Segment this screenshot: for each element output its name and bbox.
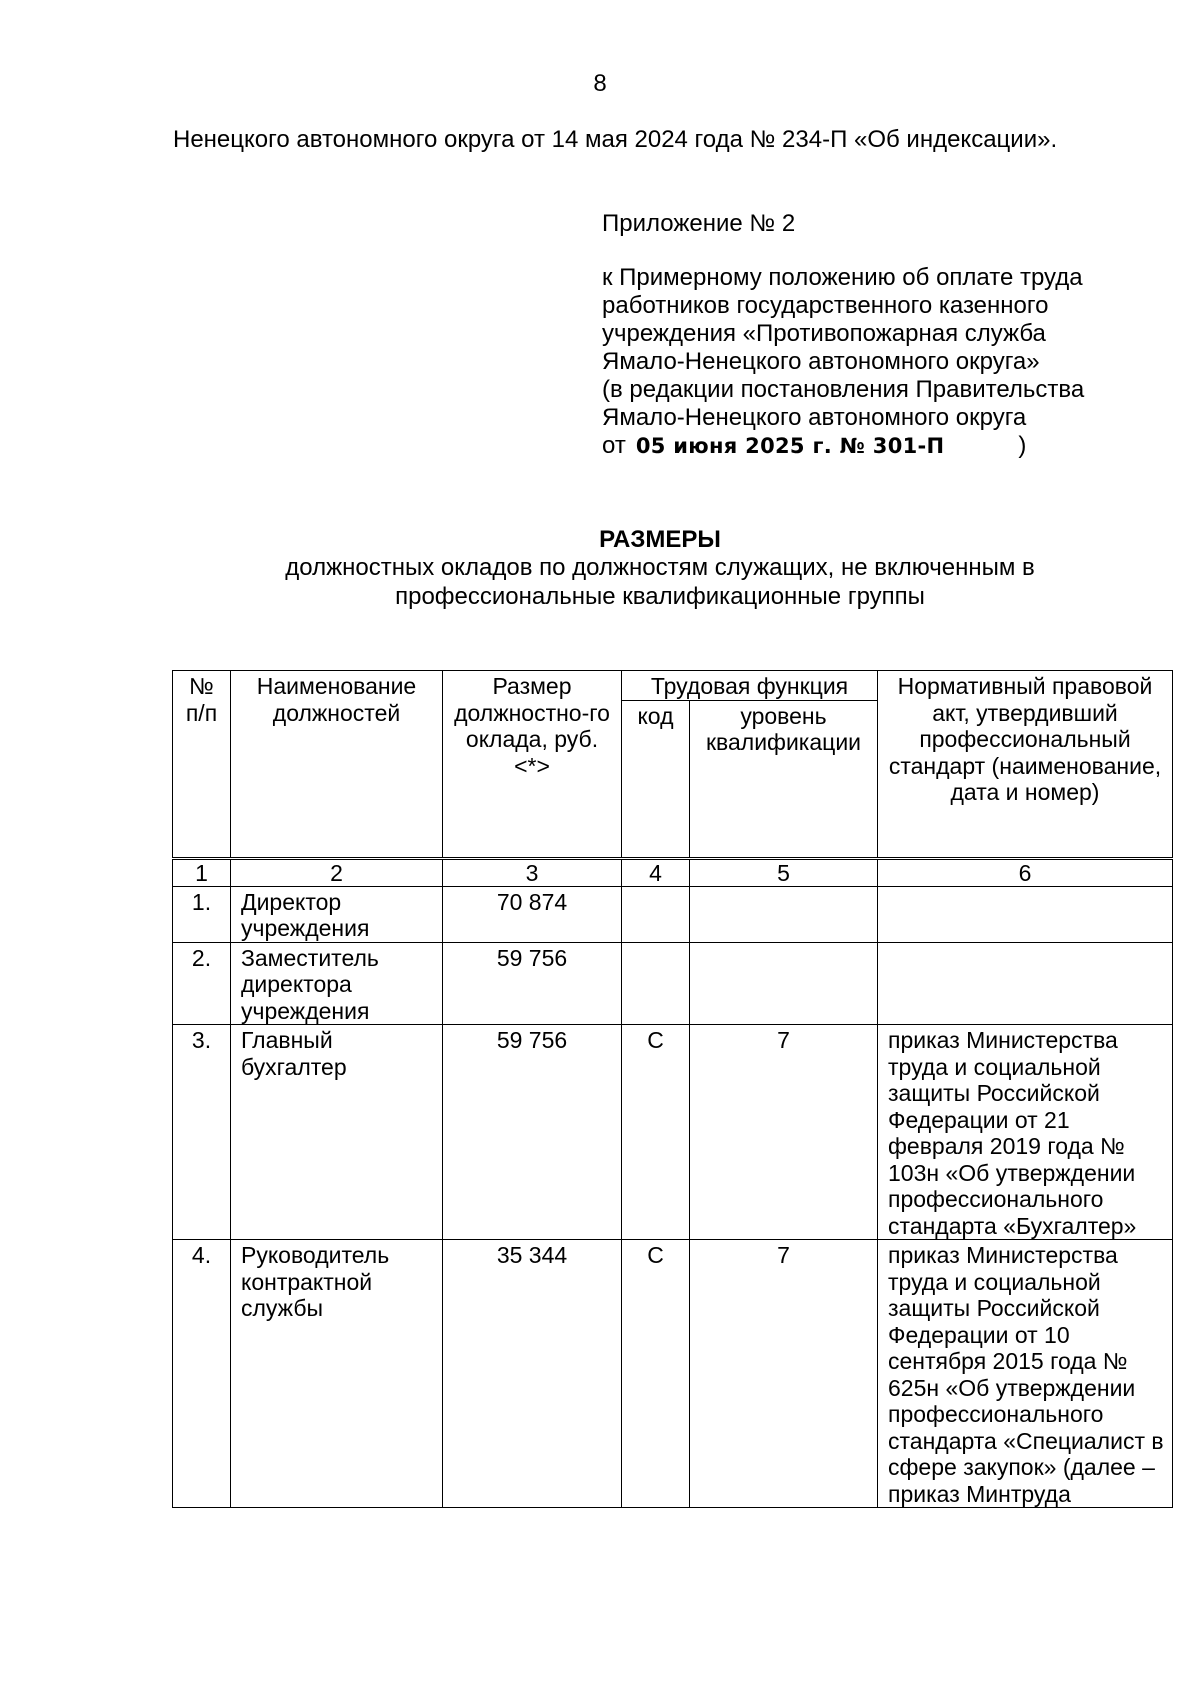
header-position: Наименование должностей — [231, 671, 443, 859]
document-subheading: должностных окладов по должностям служащих, не включенным в профессиональные квалификационные группы — [285, 554, 1035, 610]
header-act: Нормативный правовой акт, утвердивший профессиональный стандарт (наименование, дата и номер) — [878, 671, 1173, 859]
annex-title: Приложение № 2 — [602, 210, 796, 237]
row-level — [690, 942, 878, 1025]
annex-line: Ямало-Ненецкого автономного округа — [602, 404, 1027, 431]
row-num: 3. — [173, 1025, 231, 1240]
column-number: 6 — [878, 858, 1173, 886]
date-suffix: ) — [1018, 432, 1027, 459]
header-code: код — [622, 700, 690, 858]
annex-line: Ямало-Ненецкого автономного округа» — [602, 348, 1040, 375]
header-num: № п/п — [173, 671, 231, 859]
row-position: Заместитель директора учреждения — [231, 942, 443, 1025]
row-act — [878, 886, 1173, 942]
row-num: 2. — [173, 942, 231, 1025]
row-salary: 70 874 — [443, 886, 622, 942]
annex-line: работников государственного казенного — [602, 292, 1049, 319]
row-code: C — [622, 1240, 690, 1508]
table-row — [173, 942, 1173, 1025]
row-act: приказ Министерства труда и социальной защиты Российской Федерации от 10 сентября 2015 года № 625н «Об утверждении профессионального стандарта «Специалист в сфере закупок» (далее – приказ Минтруда — [878, 1240, 1173, 1508]
row-code — [622, 942, 690, 1025]
page-number: 8 — [593, 70, 607, 97]
annex-block — [602, 210, 1162, 460]
annex-line: к Примерному положению об оплате труда — [602, 264, 1083, 291]
row-salary: 59 756 — [443, 942, 622, 1025]
column-number: 1 — [173, 858, 231, 886]
annex-line: учреждения «Противопожарная служба — [602, 320, 1046, 347]
header-labor-function: Трудовая функция — [622, 671, 878, 701]
row-salary: 59 756 — [443, 1025, 622, 1240]
table-header-row — [173, 671, 1173, 701]
row-level — [690, 886, 878, 942]
document-heading: РАЗМЕРЫ — [599, 526, 721, 553]
table-row — [173, 1025, 1173, 1240]
row-num: 1. — [173, 886, 231, 942]
column-number: 3 — [443, 858, 622, 886]
row-position: Директор учреждения — [231, 886, 443, 942]
column-number: 5 — [690, 858, 878, 886]
row-num: 4. — [173, 1240, 231, 1508]
row-level: 7 — [690, 1240, 878, 1508]
table-row — [173, 886, 1173, 942]
row-code: C — [622, 1025, 690, 1240]
date-prefix: от — [602, 432, 626, 459]
row-position: Главный бухгалтер — [231, 1025, 443, 1240]
row-act — [878, 942, 1173, 1025]
annex-line: (в редакции постановления Правительства — [602, 376, 1085, 403]
row-act: приказ Министерства труда и социальной защиты Российской Федерации от 21 февраля 2019 года № 103н «Об утверждении профессионального стандарта «Бухгалтер» — [878, 1025, 1173, 1240]
header-salary: Размер должностно-го оклада, руб. <*> — [443, 671, 622, 859]
header-level: уровень квалификации — [690, 700, 878, 858]
row-salary: 35 344 — [443, 1240, 622, 1508]
column-number: 4 — [622, 858, 690, 886]
annex-body — [602, 264, 1162, 460]
salary-table — [172, 670, 1173, 1508]
column-numbers-row — [173, 858, 1173, 886]
column-number: 2 — [231, 858, 443, 886]
intro-paragraph: Ненецкого автономного округа от 14 мая 2024 года № 234-П «Об индексации». — [173, 126, 1058, 153]
row-code — [622, 886, 690, 942]
row-position: Руководитель контрактной службы — [231, 1240, 443, 1508]
row-level: 7 — [690, 1025, 878, 1240]
date-stamp: 05 июня 2025 г. № 301-П — [635, 434, 945, 458]
annex-date-line — [602, 432, 1162, 460]
table-row — [173, 1240, 1173, 1508]
